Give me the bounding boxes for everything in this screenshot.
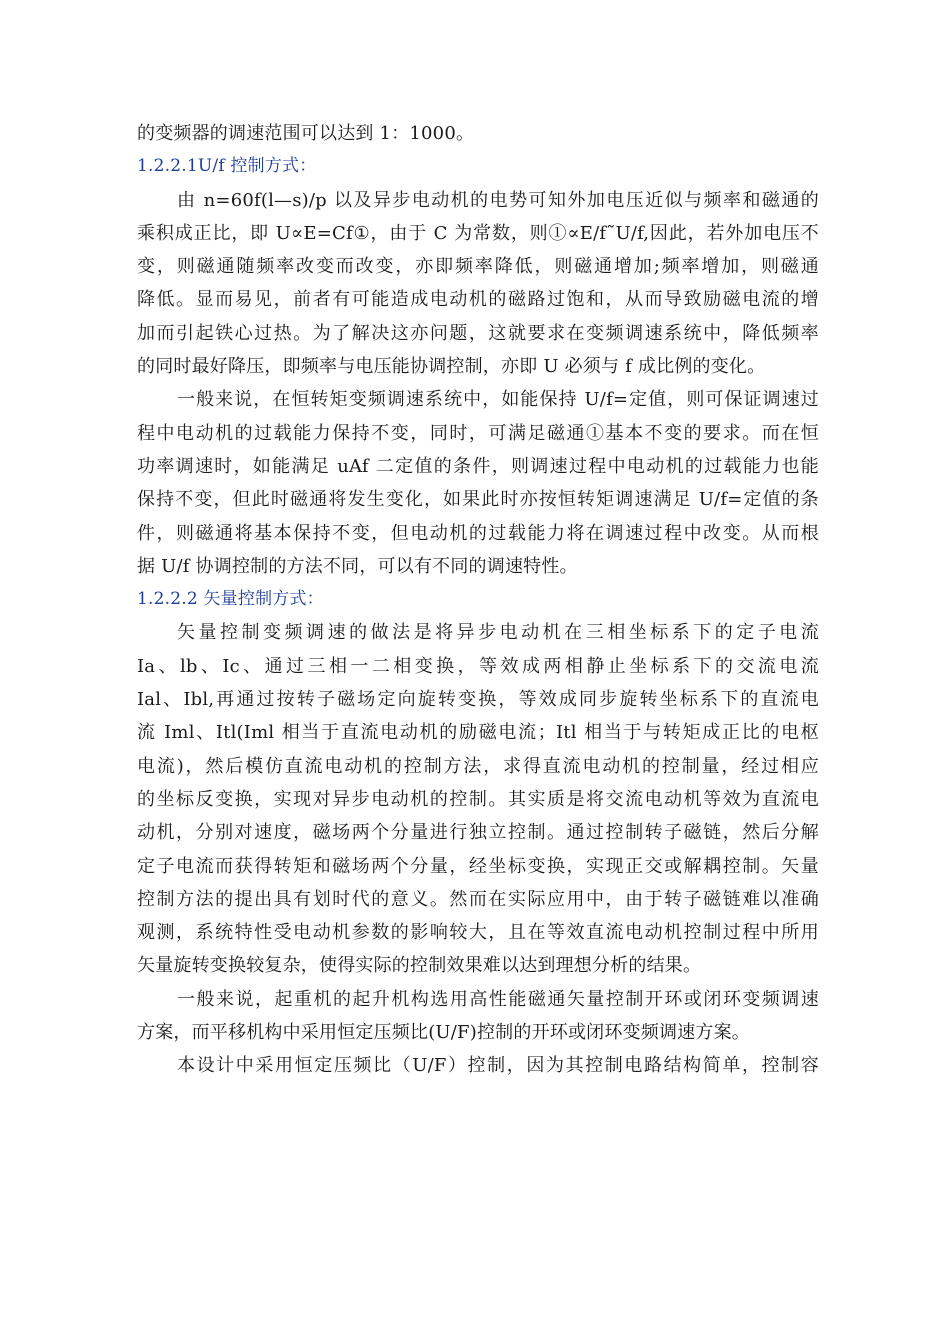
paragraph-line: 的变频器的调速范围可以达到 1：1000。 [137,123,475,144]
paragraph-line: 动机，分别对速度，磁场两个分量进行独立控制。通过控制转子磁链，然后分解 [137,822,819,844]
paragraph-line: 电流)，然后模仿直流电动机的控制方法，求得直流电动机的控制量，经过相应 [137,755,819,777]
paragraph-line: 保持不变，但此时磁通将发生变化，如果此时亦按恒转矩调速满足 U/f=定值的条 [137,489,819,511]
section-heading-uf-control: 1.2.2.1U/f 控制方式： [137,156,317,177]
paragraph-line: 变，则磁通随频率改变而改变，亦即频率降低，则磁通增加;频率增加，则磁通 [137,256,819,278]
section-heading-vector-control: 1.2.2.2 矢量控制方式： [137,589,324,610]
paragraph-line: 矢量旋转变换较复杂，使得实际的控制效果难以达到理想分析的结果。 [137,955,702,977]
paragraph-uf-principle [137,184,819,384]
paragraph-crane-scheme [137,983,819,1050]
paragraph-line: Ia、lb、Ic、通过三相一二相变换，等效成两相静止坐标系下的交流电流 [137,655,819,677]
paragraph-line: 的坐标反变换，实现对异步电动机的控制。其实质是将交流电动机等效为直流电 [137,788,819,810]
paragraph-line: 降低。显而易见，前者有可能造成电动机的磁路过饱和，从而导致励磁电流的增 [137,289,819,311]
paragraph-line: 据 U/f 协调控制的方法不同，可以有不同的调速特性。 [137,555,578,577]
paragraph-line: 定子电流而获得转矩和磁场两个分量，经坐标变换，实现正交或解耦控制。矢量 [137,855,819,877]
paragraph-line: 加而引起铁心过热。为了解决这亦问题，这就要求在变频调速系统中，降低频率 [137,322,819,344]
paragraph-line: 方案，而平移机构中采用恒定压频比(U/F)控制的开环或闭环变频调速方案。 [137,1022,750,1044]
paragraph-line: 流 Iml、Itl(Iml 相当于直流电动机的励磁电流；Itl 相当于与转矩成正比的电枢 [137,722,819,744]
paragraph-line: 控制方法的提出具有划时代的意义。然而在实际应用中，由于转子磁链难以准确 [137,888,819,910]
paragraph-line: 一般来说，在恒转矩变频调速系统中，如能保持 U/f=定值，则可保证调速过 [177,389,819,411]
paragraph-line: 由 n=60f(l—s)/p 以及异步电动机的电势可知外加电压近似与频率和磁通的 [177,189,819,211]
paragraph-line: 矢量控制变频调速的做法是将异步电动机在三相坐标系下的定子电流 [177,622,819,644]
paragraph-design-choice [137,1049,819,1082]
document-page [137,117,819,1083]
paragraph-line: 程中电动机的过载能力保持不变，同时，可满足磁通①基本不变的要求。而在恒 [137,422,819,444]
paragraph-vector-control [137,616,819,982]
paragraph-constant-torque [137,383,819,583]
paragraph-line: 的同时最好降压，即频率与电压能协调控制，亦即 U 必须与 f 成比例的变化。 [137,356,766,378]
paragraph-line: 件，则磁通将基本保持不变，但电动机的过载能力将在调速过程中改变。从而根 [137,522,819,544]
paragraph-line: Ial、Ibl,再通过按转子磁场定向旋转变换，等效成同步旋转坐标系下的直流电 [137,689,819,711]
paragraph-line: 本设计中采用恒定压频比（U/F）控制，因为其控制电路结构简单，控制容 [177,1055,819,1077]
paragraph-line: 乘积成正比，即 U∝E=Cf①，由于 C 为常数，则①∝E/f˜U/f,因此，若外加电压不 [137,222,819,244]
paragraph-line: 功率调速时，如能满足 uAf 二定值的条件，则调速过程中电动机的过载能力也能 [137,455,819,477]
paragraph-line: 一般来说，起重机的起升机构选用高性能磁通矢量控制开环或闭环变频调速 [177,988,819,1010]
paragraph-line: 观测，系统特性受电动机参数的影响较大，且在等效直流电动机控制过程中所用 [137,922,819,944]
